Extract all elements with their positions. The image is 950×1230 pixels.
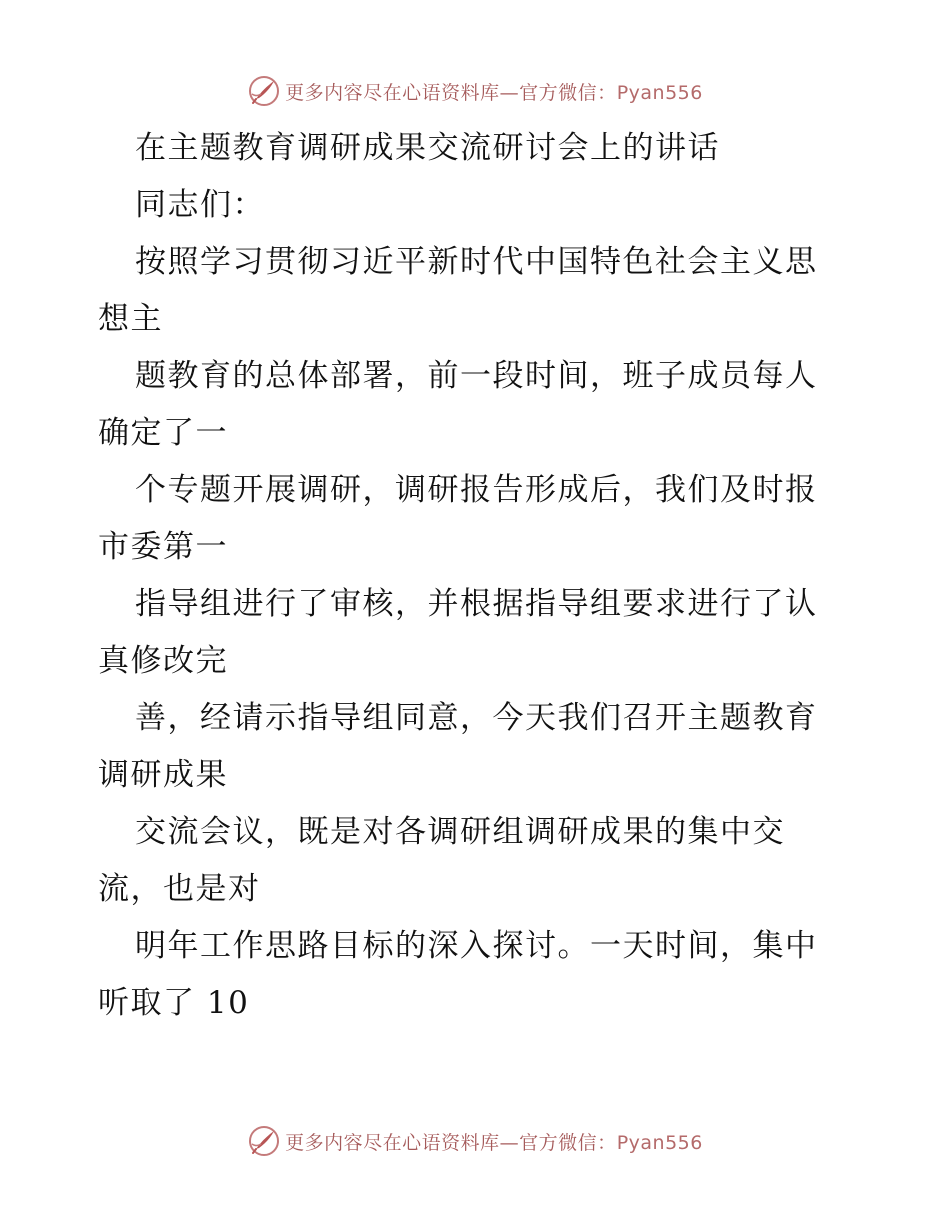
watermark-wechat-label: 官方微信： <box>519 81 617 104</box>
paragraph-line: 听取了 10 <box>98 985 250 1021</box>
paragraph-line: 个专题开展调研，调研报告形成后，我们及时报 <box>135 472 818 508</box>
document-title: 在主题教育调研成果交流研讨会上的讲话 <box>135 130 720 166</box>
watermark-brand: 更多内容尽在心语资料库 <box>285 81 500 104</box>
paragraph-line: 交流会议，既是对各调研组调研成果的集中交 <box>135 814 785 850</box>
header-watermark <box>0 71 950 111</box>
paragraph-line: 指导组进行了审核，并根据指导组要求进行了认 <box>135 586 818 622</box>
watermark-dash: — <box>499 81 520 104</box>
paragraph-line: 流，也是对 <box>98 871 261 907</box>
watermark-wechat-id: Pyan556 <box>616 81 703 104</box>
salutation: 同志们： <box>135 187 265 223</box>
paragraph-line: 确定了一 <box>98 415 228 451</box>
paragraph-line: 市委第一 <box>98 529 228 565</box>
paragraph-line: 真修改完 <box>98 643 228 679</box>
paragraph-line: 善，经请示指导组同意，今天我们召开主题教育 <box>135 700 818 736</box>
watermark-text <box>285 78 703 105</box>
watermark-brand: 更多内容尽在心语资料库 <box>285 1131 500 1154</box>
watermark-text <box>285 1128 703 1155</box>
quill-pen-logo-icon <box>247 1124 281 1158</box>
watermark-wechat-label: 官方微信： <box>519 1131 617 1154</box>
paragraph-line: 题教育的总体部署，前一段时间，班子成员每人 <box>135 358 818 394</box>
watermark-dash: — <box>499 1131 520 1154</box>
document-body <box>98 120 858 1032</box>
paragraph-line: 想主 <box>98 301 163 337</box>
quill-pen-logo-icon <box>247 74 281 108</box>
footer-watermark <box>0 1121 950 1161</box>
paragraph-line: 调研成果 <box>98 757 228 793</box>
watermark-wechat-id: Pyan556 <box>616 1131 703 1154</box>
paragraph-line: 按照学习贯彻习近平新时代中国特色社会主义思 <box>135 244 818 280</box>
paragraph-line: 明年工作思路目标的深入探讨。一天时间，集中 <box>135 928 818 964</box>
